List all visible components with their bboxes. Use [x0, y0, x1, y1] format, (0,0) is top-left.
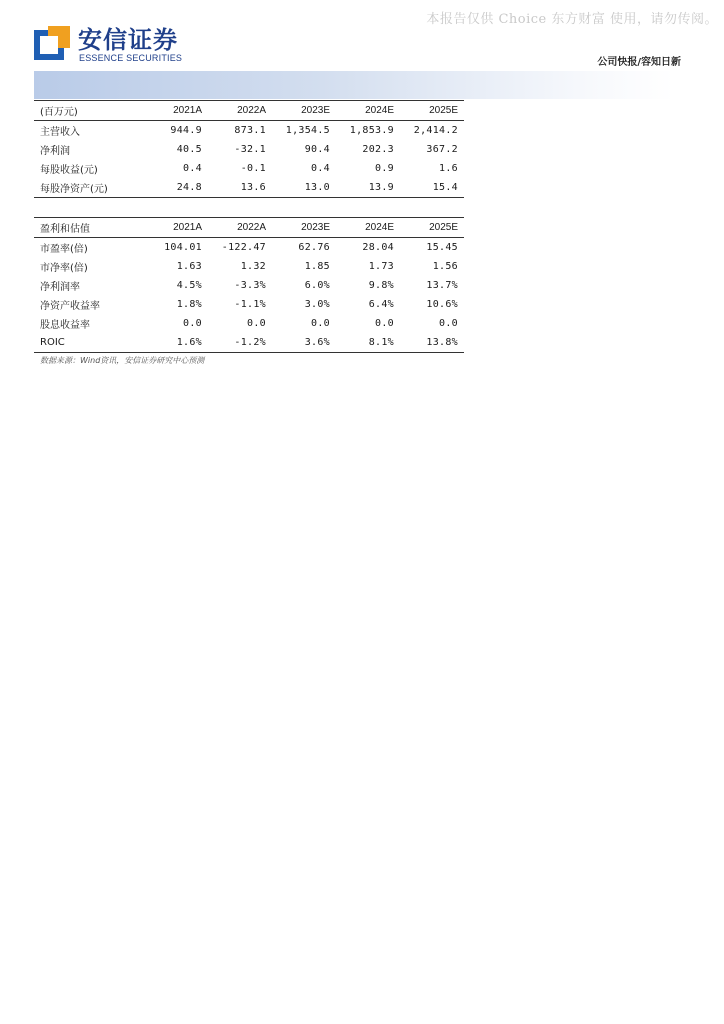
table-cell: 8.1% — [368, 337, 394, 348]
table-header-row — [34, 101, 464, 121]
table-cell: 1.6 — [439, 163, 458, 174]
table-cell: 15.45 — [426, 242, 458, 253]
brand-name-cn: 安信证券 — [78, 26, 178, 54]
table-header-cell: 2024E — [365, 105, 394, 116]
table-cell: 15.4 — [432, 182, 458, 193]
row-label: 股息收益率 — [40, 320, 90, 331]
row-label: ROIC — [40, 337, 65, 348]
table-cell: 13.0 — [304, 182, 330, 193]
table-cell: 10.6% — [426, 299, 458, 310]
data-source-note: 数据来源：Wind资讯，安信证券研究中心预测 — [40, 356, 205, 365]
table-cell: 0.0 — [183, 318, 202, 329]
table-cell: 1.6% — [176, 337, 202, 348]
table-cell: 3.6% — [304, 337, 330, 348]
table-row — [34, 295, 464, 314]
row-label: 每股收益(元) — [40, 165, 98, 176]
table-row — [34, 159, 464, 178]
table-cell: 6.4% — [368, 299, 394, 310]
table-cell: 1.73 — [368, 261, 394, 272]
table-cell: 1,853.9 — [349, 125, 394, 136]
row-label: 净利润率 — [40, 282, 80, 293]
row-label: 主营收入 — [40, 127, 80, 138]
table-header-cell: 2024E — [365, 222, 394, 233]
table-cell: 0.0 — [375, 318, 394, 329]
table-cell: 13.8% — [426, 337, 458, 348]
watermark: 本报告仅供 Choice 东方财富 使用，请勿传阅。 — [426, 12, 718, 27]
table-cell: -32.1 — [234, 144, 266, 155]
table-cell: 944.9 — [170, 125, 202, 136]
table-row — [34, 314, 464, 333]
table-header-cell: 盈利和估值 — [40, 224, 90, 235]
table-row — [34, 140, 464, 159]
table-cell: 873.1 — [234, 125, 266, 136]
table-cell: 6.0% — [304, 280, 330, 291]
table-cell: 1.85 — [304, 261, 330, 272]
row-label: 市净率(倍) — [40, 263, 88, 274]
table-header-cell: 2022A — [237, 105, 266, 116]
table-header-cell: 2025E — [429, 105, 458, 116]
table-row — [34, 333, 464, 353]
table-header-cell: (百万元) — [40, 107, 78, 118]
row-label: 市盈率(倍) — [40, 244, 88, 255]
table-cell: 2,414.2 — [413, 125, 458, 136]
table-header-cell: 2022A — [237, 222, 266, 233]
company-logo — [34, 26, 194, 66]
table-cell: -0.1 — [240, 163, 266, 174]
table-cell: 62.76 — [298, 242, 330, 253]
table-cell: -3.3% — [234, 280, 266, 291]
table-header-cell: 2023E — [301, 222, 330, 233]
table-cell: 367.2 — [426, 144, 458, 155]
table-header-cell: 2021A — [173, 105, 202, 116]
table-row — [34, 276, 464, 295]
table-cell: 1,354.5 — [285, 125, 330, 136]
table-cell: 40.5 — [176, 144, 202, 155]
table-cell: 13.7% — [426, 280, 458, 291]
valuation-table — [34, 217, 464, 353]
table-cell: -1.2% — [234, 337, 266, 348]
table-cell: 13.9 — [368, 182, 394, 193]
table-cell: 1.63 — [176, 261, 202, 272]
financial-summary-table — [34, 100, 464, 198]
table-cell: 0.4 — [183, 163, 202, 174]
table-cell: 0.9 — [375, 163, 394, 174]
table-row — [34, 238, 464, 258]
essence-square-logo-icon — [34, 26, 70, 62]
header-band — [34, 71, 674, 99]
table-cell: 0.0 — [247, 318, 266, 329]
row-label: 净资产收益率 — [40, 301, 100, 312]
table-cell: 4.5% — [176, 280, 202, 291]
report-type: 公司快报/容知日新 — [597, 57, 681, 68]
table-row — [34, 257, 464, 276]
table-cell: 1.8% — [176, 299, 202, 310]
table-cell: 90.4 — [304, 144, 330, 155]
table-cell: 1.56 — [432, 261, 458, 272]
table-cell: 202.3 — [362, 144, 394, 155]
row-label: 每股净资产(元) — [40, 184, 108, 195]
table-header-row — [34, 218, 464, 238]
table-row — [34, 178, 464, 198]
table-cell: 28.04 — [362, 242, 394, 253]
table-cell: 1.32 — [240, 261, 266, 272]
table-header-cell: 2021A — [173, 222, 202, 233]
table-cell: 0.0 — [311, 318, 330, 329]
brand-name-en: ESSENCE SECURITIES — [79, 53, 183, 63]
table-cell: 3.0% — [304, 299, 330, 310]
table-cell: 0.0 — [439, 318, 458, 329]
row-label: 净利润 — [40, 146, 70, 157]
table-cell: 13.6 — [240, 182, 266, 193]
table-cell: 9.8% — [368, 280, 394, 291]
table-cell: -122.47 — [221, 242, 266, 253]
table-cell: -1.1% — [234, 299, 266, 310]
table-header-cell: 2025E — [429, 222, 458, 233]
table-header-cell: 2023E — [301, 105, 330, 116]
table-row — [34, 121, 464, 141]
table-cell: 0.4 — [311, 163, 330, 174]
table-cell: 104.01 — [164, 242, 202, 253]
table-cell: 24.8 — [176, 182, 202, 193]
